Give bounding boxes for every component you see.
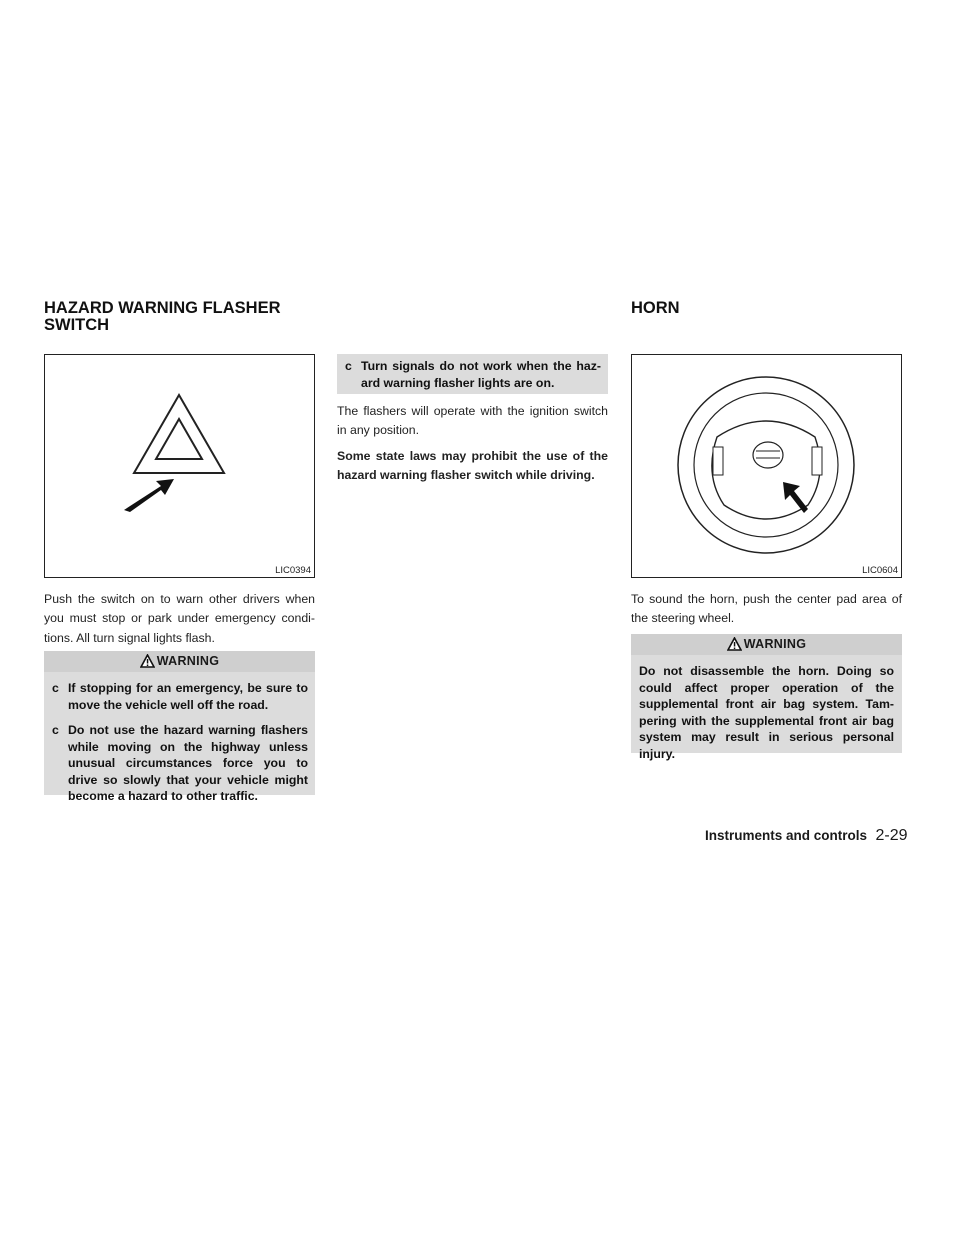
figure-code: LIC0394 xyxy=(275,565,311,576)
bullet-text: If stopping for an emergency, be sure to move the vehicle well off the road. xyxy=(68,681,308,712)
bullet-mark: c xyxy=(52,723,59,737)
warning-title: WARNING xyxy=(743,637,807,651)
horn-text: To sound the horn, push the center pad area of the steering wheel. xyxy=(631,592,902,626)
horn-figure xyxy=(631,354,902,578)
hazard-heading-line1: HAZARD WARNING FLASHER xyxy=(44,299,281,317)
warning-triangle-icon xyxy=(727,637,742,651)
warning-triangle-icon xyxy=(140,654,155,668)
steering-wheel-illustration xyxy=(632,355,901,577)
bullet-mark: c xyxy=(345,359,352,373)
horn-warning-text: Do not disassemble the horn. Doing so could affect proper operation of the supplemental front air bag system. Tam- pering with the supplemental front air bag system may result in serious personal injury. xyxy=(639,664,894,761)
warning-bullet xyxy=(50,680,308,713)
hazard-triangle-illustration xyxy=(45,355,314,577)
hazard-switch-figure xyxy=(44,354,315,578)
ignition-text: The flashers will operate with the ignition switch in any position. xyxy=(337,404,608,438)
press-arrow-icon xyxy=(124,479,174,512)
bullet-text: Turn signals do not work when the haz- ard warning flasher lights are on. xyxy=(361,359,601,390)
warning-header xyxy=(631,634,902,655)
turn-signal-note-box xyxy=(337,354,608,394)
horn-heading: HORN xyxy=(631,299,680,317)
warning-header xyxy=(44,651,315,672)
hazard-heading-line2: SWITCH xyxy=(44,316,110,334)
hazard-warning-box xyxy=(44,651,315,803)
bullet-mark: c xyxy=(52,681,59,695)
note-bullet xyxy=(343,358,601,391)
warning-bullet xyxy=(50,722,308,805)
hazard-intro-text: Push the switch on to warn other drivers when you must stop or park under emergency condi- tions. All turn signal lights flash. xyxy=(44,592,315,645)
bullet-text: Do not use the hazard warning flashers while moving on the highway unless unusual circumstances force you to drive so slowly that your vehicle might become a hazard to other traffic. xyxy=(68,723,308,803)
page-number: 2-29 xyxy=(875,827,908,844)
warning-title: WARNING xyxy=(156,654,220,668)
page-footer xyxy=(705,827,908,845)
footer-section-title: Instruments and controls xyxy=(705,828,868,843)
state-law-text: Some state laws may prohibit the use of the hazard warning flasher switch while driving. xyxy=(337,449,608,483)
warning-bullets xyxy=(44,672,315,805)
figure-code: LIC0604 xyxy=(862,565,898,576)
hazard-heading xyxy=(44,300,281,334)
horn-warning-box xyxy=(631,634,902,761)
